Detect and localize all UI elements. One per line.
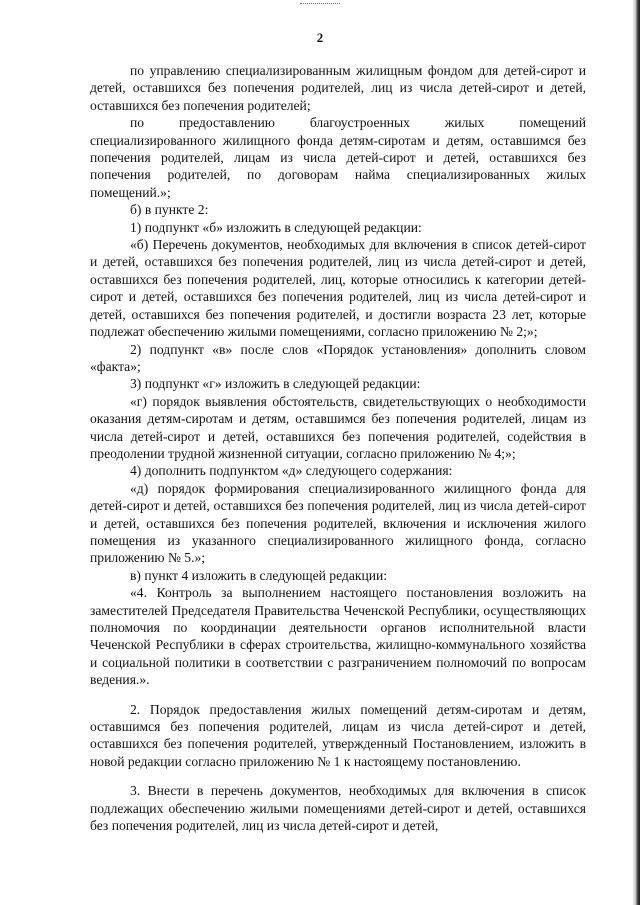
page-number: 2 — [316, 30, 324, 45]
paragraph: б) в пункте 2: — [130, 202, 209, 218]
paragraph: 4) дополнить подпунктом «д» следующего содержания: — [130, 463, 453, 479]
paragraph: «б) Перечень документов, необходимых для включения в список детей-сирот и детей, оставшихся без попечения родителей, лиц из числа детей-сирот и детей, оставшихся без попечения родителей, лиц, которые относились к категории детей-сирот и детей, оставшихся без попечения родителей, лиц из числа детей-сирот и детей, оставшихся без попечения родителей, и достигли возраста 23 лет, которые подлежат обеспечению жилыми помещениями, согласно приложению № 2;»; — [90, 237, 586, 340]
paragraph: «д) порядок формирования специализированного жилищного фонда для детей-сирот и детей, оставшихся без попечения родителей, лиц из числа детей-сирот и детей, оставшихся без попечения родителей, включения и исключения жилого помещения из указанного специализированного жилищного фонда, согласно приложению № 5.»; — [90, 480, 586, 566]
paragraph: 2. Порядок предоставления жилых помещений детям-сиротам и детям, оставшимся без попечения родителей, лицам из числа детей-сирот и детей, оставшихся без попечения родителей, утвержденный Постановлением, изложить в новой редакции согласно приложению № 1 к настоящему постановлению. — [90, 701, 586, 769]
paragraph: 3) подпункт «г» изложить в следующей редакции: — [130, 376, 421, 392]
paragraph: по управлению специализированным жилищным фондом для детей-сирот и детей, оставшихся без попечения родителей, лиц из числа детей-сирот и детей, оставшихся без попечения родителей; — [90, 63, 586, 113]
document-body — [90, 62, 586, 834]
paragraph: 1) подпункт «б» изложить в следующей редакции: — [130, 219, 422, 235]
paragraph: «г) порядок выявления обстоятельств, свидетельствующих о необходимости оказания детям-сиротам и детям, оставшимся без попечения родителей, лицам из числа детей-сирот и детей, оставшихся без попечения родителей, содействия в преодолении трудной жизненной ситуации, согласно приложению № 4;»; — [90, 393, 586, 461]
paragraph: по предоставлению благоустроенных жилых помещений специализированного жилищного фонда детям-сиротам и детям, оставшимся без попечения родителей, лицам из числа детей-сирот и детей, оставшихся без попечения родителей, по договорам найма специализированных жилых помещений.»; — [90, 115, 586, 200]
scan-edge-shadow — [632, 0, 640, 905]
paragraph: 2) подпункт «в» после слов «Порядок установления» дополнить словом «факта»; — [90, 341, 586, 374]
paragraph: «4. Контроль за выполнением настоящего постановления возложить на заместителей Председателя Правительства Чеченской Республики, осуществляющих полномочия по координации деятельности органов исполнительной власти Чеченской Республики в сферах строительства, жилищно-коммунального хозяйства и социальной политики в соответствии с разграничением полномочий по вопросам ведения.». — [90, 585, 586, 688]
paragraph: в) пункт 4 изложить в следующей редакции: — [130, 567, 388, 583]
paragraph: 3. Внести в перечень документов, необходимых для включения в список подлежащих обеспечению жилыми помещениями детей-сирот и детей, оставшихся без попечения родителей, лиц из числа детей-сирот и детей, — [90, 783, 586, 834]
scan-mark — [300, 3, 340, 7]
